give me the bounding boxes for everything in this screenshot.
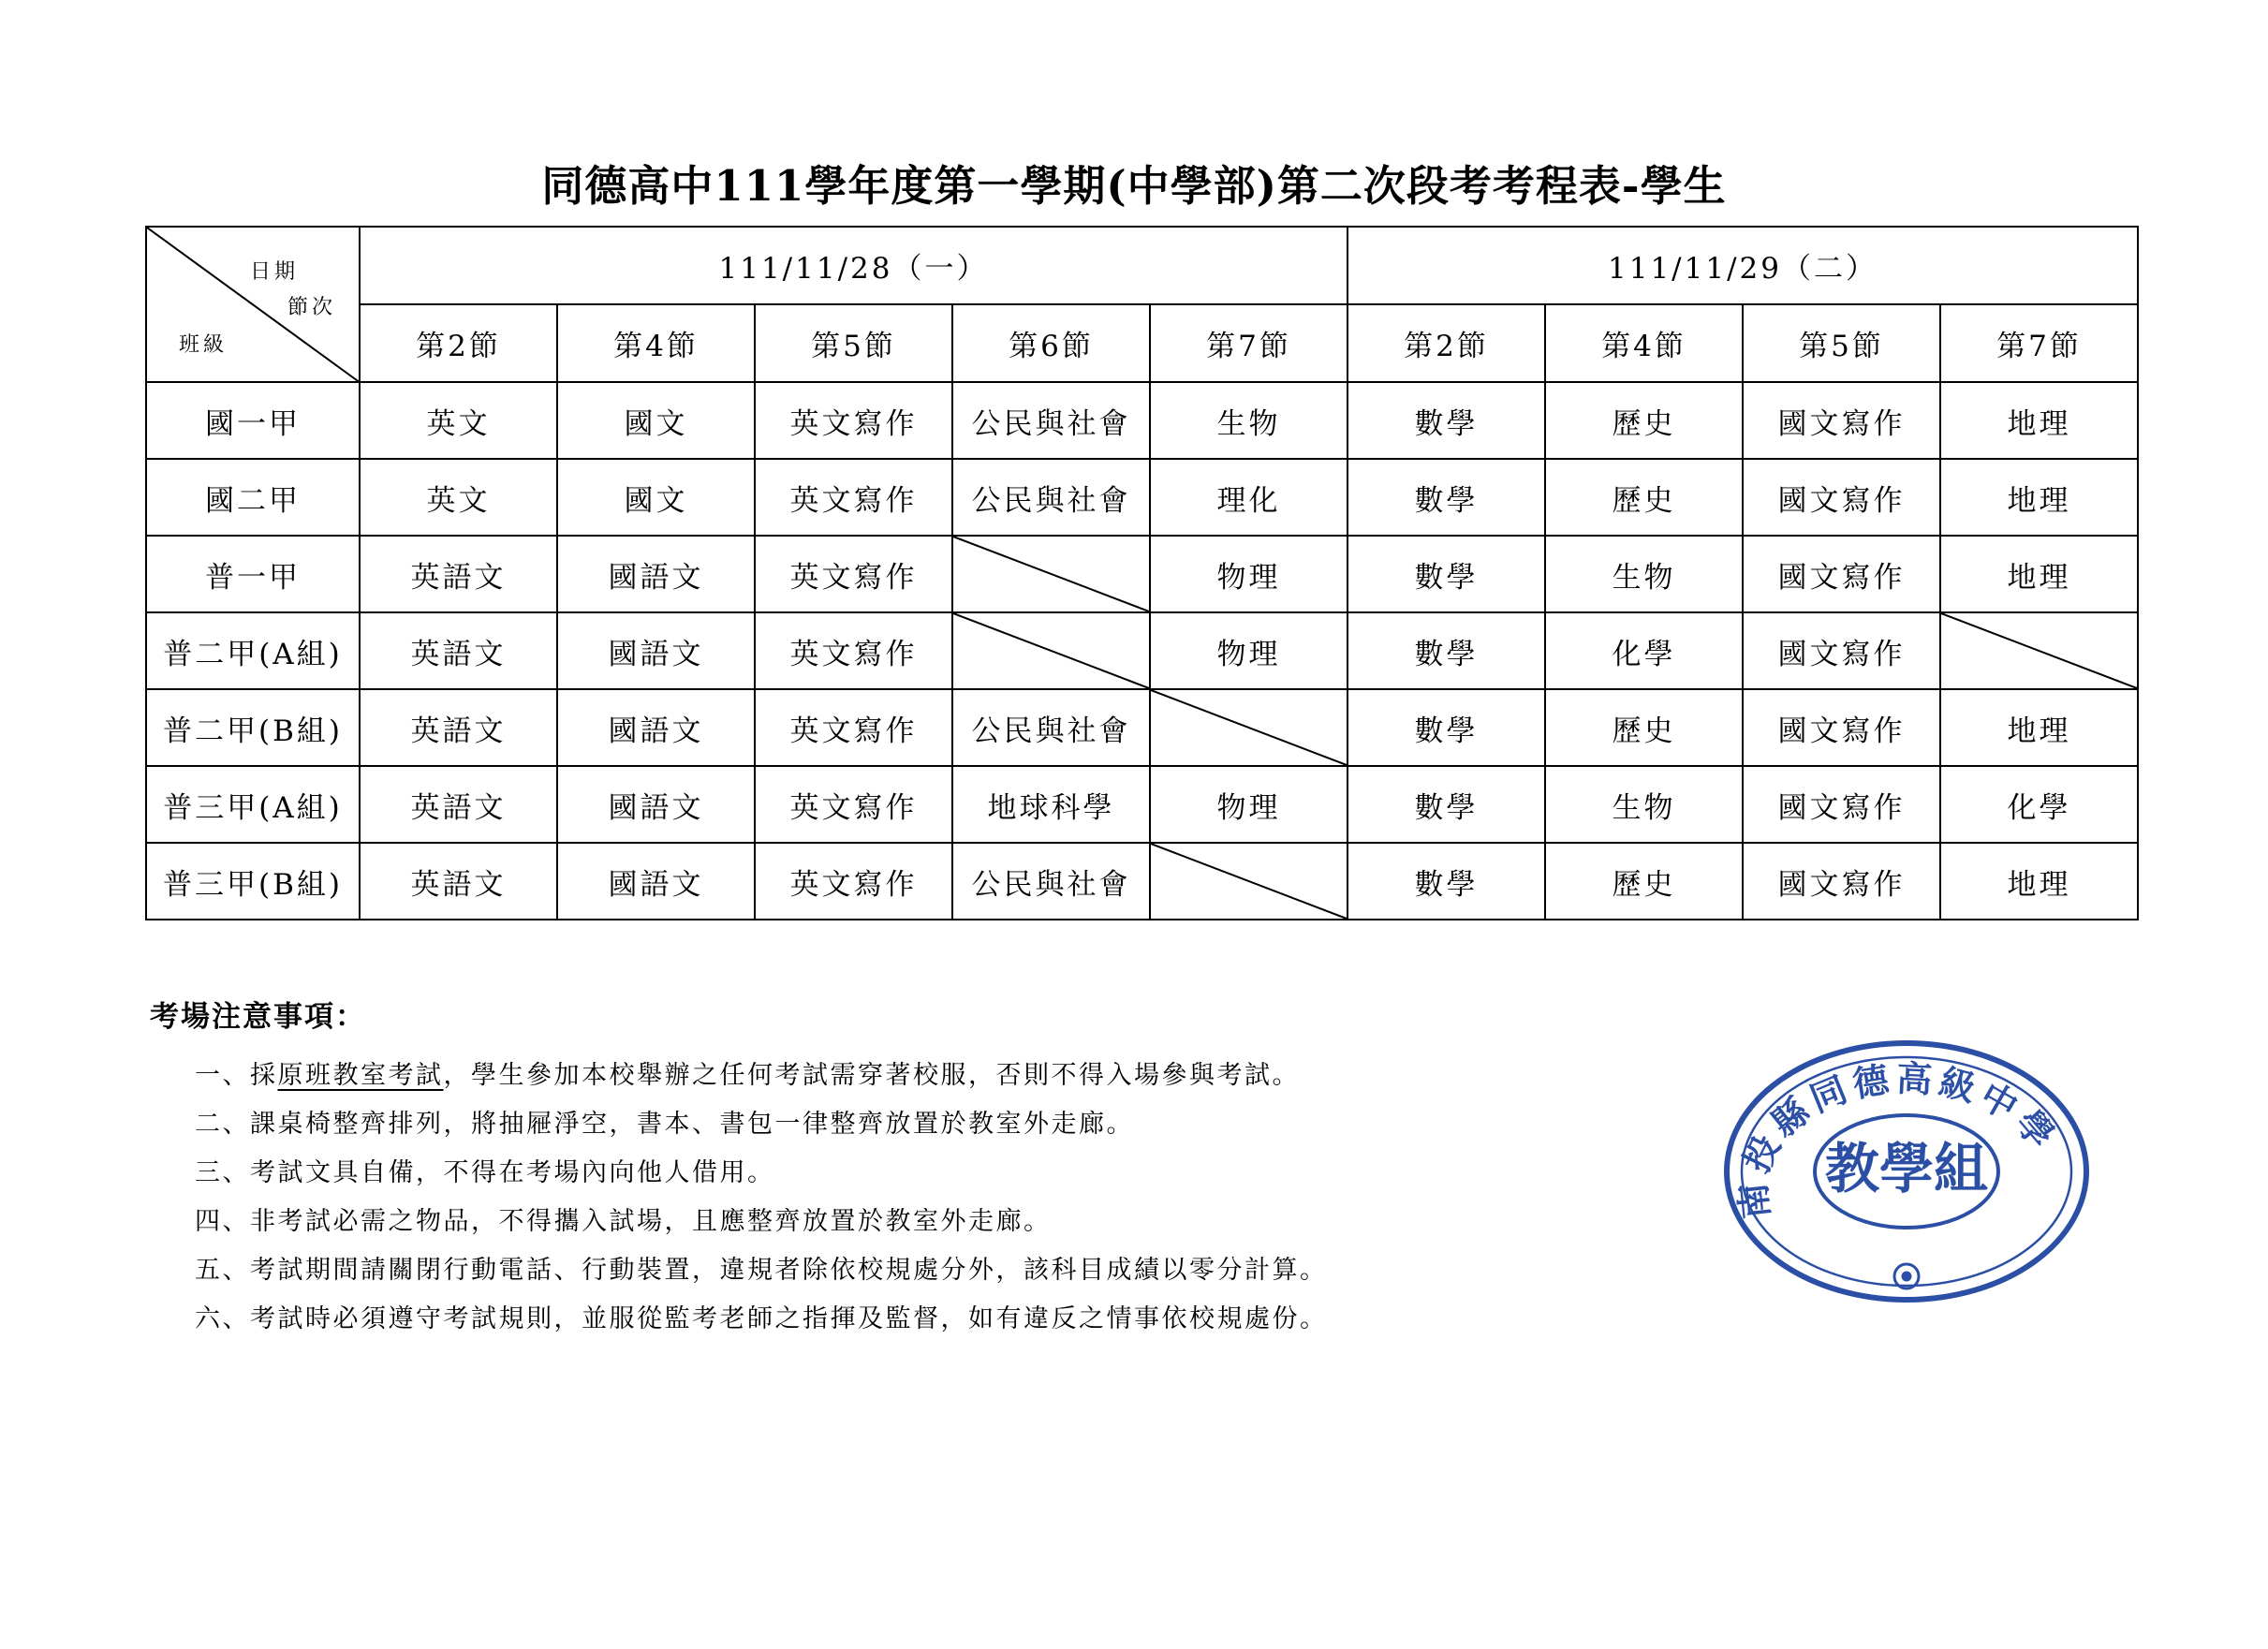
period-header: 第5節	[1743, 304, 1940, 382]
class-name-cell: 國二甲	[146, 459, 360, 536]
date-header: 111/11/28（一）	[360, 227, 1348, 304]
table-corner-header	[146, 227, 360, 382]
period-header: 第5節	[755, 304, 952, 382]
subject-cell: 生物	[1545, 536, 1743, 612]
subject-cell: 國文寫作	[1743, 843, 1940, 920]
table-row	[146, 766, 2138, 843]
subject-cell: 地理	[1940, 536, 2138, 612]
subject-cell: 英文寫作	[755, 612, 952, 689]
subject-cell: 地理	[1940, 459, 2138, 536]
subject-cell: 歷史	[1545, 382, 1743, 459]
subject-cell: 物理	[1150, 536, 1348, 612]
notes-heading: 考場注意事項：	[150, 1000, 366, 1034]
subject-cell: 數學	[1348, 536, 1545, 612]
subject-cell: 英文寫作	[755, 689, 952, 766]
subject-cell: 英文寫作	[755, 459, 952, 536]
subject-cell: 公民與社會	[952, 459, 1150, 536]
subject-cell: 公民與社會	[952, 843, 1150, 920]
subject-cell: 歷史	[1545, 459, 1743, 536]
subject-cell: 國文寫作	[1743, 382, 1940, 459]
subject-cell: 地理	[1940, 843, 2138, 920]
class-name-cell: 普三甲(A組)	[146, 766, 360, 843]
page-title: 同德高中111學年度第一學期(中學部)第二次段考考程表-學生	[541, 161, 1727, 211]
corner-date-label: 日期	[250, 260, 300, 284]
diagonal-slash	[953, 537, 1149, 611]
period-header: 第2節	[360, 304, 557, 382]
note-item: 三、考試文具自備，不得在考場內向他人借用。	[195, 1158, 775, 1187]
diagonal-slash	[1941, 613, 2137, 688]
date-header: 111/11/29（二）	[1348, 227, 2138, 304]
period-header: 第2節	[1348, 304, 1545, 382]
subject-cell: 國文寫作	[1743, 536, 1940, 612]
no-exam-cell	[952, 536, 1150, 612]
subject-cell: 英語文	[360, 766, 557, 843]
subject-cell: 理化	[1150, 459, 1348, 536]
subject-cell: 物理	[1150, 766, 1348, 843]
class-name-cell: 國一甲	[146, 382, 360, 459]
subject-cell: 地理	[1940, 689, 2138, 766]
table-row	[146, 843, 2138, 920]
subject-cell: 數學	[1348, 843, 1545, 920]
note-item: 四、非考試必需之物品，不得攜入試場，且應整齊放置於教室外走廊。	[195, 1207, 1052, 1236]
subject-cell: 英語文	[360, 536, 557, 612]
subject-cell: 國語文	[557, 766, 755, 843]
corner-period-label: 節次	[287, 296, 337, 319]
subject-cell: 國文	[557, 382, 755, 459]
exam-notes	[150, 993, 1328, 1344]
stamp-center-text: 教學組	[1824, 1137, 1989, 1200]
no-exam-cell	[1150, 843, 1348, 920]
period-header: 第4節	[557, 304, 755, 382]
no-exam-cell	[952, 612, 1150, 689]
subject-cell: 數學	[1348, 766, 1545, 843]
subject-cell: 化學	[1545, 612, 1743, 689]
subject-cell: 英文寫作	[755, 766, 952, 843]
exam-schedule-table	[145, 226, 2139, 920]
note-item-prefix: 一、採	[195, 1061, 278, 1090]
subject-cell: 生物	[1545, 766, 1743, 843]
note-item	[150, 1052, 1328, 1100]
corner-class-label: 班級	[179, 333, 228, 357]
period-header: 第4節	[1545, 304, 1743, 382]
diagonal-slash	[1151, 844, 1347, 919]
subject-cell: 公民與社會	[952, 689, 1150, 766]
subject-cell: 國文寫作	[1743, 766, 1940, 843]
subject-cell: 英語文	[360, 612, 557, 689]
subject-cell: 國文寫作	[1743, 459, 1940, 536]
subject-cell: 英語文	[360, 843, 557, 920]
subject-cell: 數學	[1348, 382, 1545, 459]
table-row	[146, 382, 2138, 459]
table-row	[146, 536, 2138, 612]
diagonal-slash	[953, 613, 1149, 688]
subject-cell: 物理	[1150, 612, 1348, 689]
no-exam-cell	[1150, 689, 1348, 766]
note-item: 二、課桌椅整齊排列，將抽屜淨空，書本、書包一律整齊放置於教室外走廊。	[195, 1110, 1134, 1139]
subject-cell: 數學	[1348, 612, 1545, 689]
table-row	[146, 689, 2138, 766]
subject-cell: 國語文	[557, 536, 755, 612]
class-name-cell: 普二甲(B組)	[146, 689, 360, 766]
school-seal-stamp	[1721, 1038, 2092, 1305]
subject-cell: 國語文	[557, 689, 755, 766]
note-item: 六、考試時必須遵守考試規則，並服從監考老師之指揮及監督，如有違反之情事依校規處份。	[195, 1304, 1328, 1333]
subject-cell: 國文寫作	[1743, 689, 1940, 766]
no-exam-cell	[1940, 612, 2138, 689]
stamp-ring-text: 南投縣同德高級中學	[1730, 1056, 2067, 1221]
subject-cell: 國文	[557, 459, 755, 536]
subject-cell: 數學	[1348, 689, 1545, 766]
subject-cell: 英文寫作	[755, 843, 952, 920]
subject-cell: 公民與社會	[952, 382, 1150, 459]
subject-cell: 國語文	[557, 843, 755, 920]
period-header: 第7節	[1940, 304, 2138, 382]
class-name-cell: 普二甲(A組)	[146, 612, 360, 689]
notes-list	[150, 1052, 1328, 1344]
subject-cell: 國語文	[557, 612, 755, 689]
schedule-body	[146, 382, 2138, 920]
subject-cell: 數學	[1348, 459, 1545, 536]
subject-cell: 生物	[1150, 382, 1348, 459]
subject-cell: 英語文	[360, 689, 557, 766]
table-row	[146, 612, 2138, 689]
stamp-graphic	[1727, 1043, 2086, 1300]
class-name-cell: 普一甲	[146, 536, 360, 612]
subject-cell: 化學	[1940, 766, 2138, 843]
subject-cell: 英文	[360, 459, 557, 536]
table-row	[146, 459, 2138, 536]
subject-cell: 地球科學	[952, 766, 1150, 843]
subject-cell: 地理	[1940, 382, 2138, 459]
period-header: 第6節	[952, 304, 1150, 382]
period-header: 第7節	[1150, 304, 1348, 382]
note-item-suffix: ，學生參加本校舉辦之任何考試需穿著校服，否則不得入場參與考試。	[443, 1061, 1300, 1090]
diagonal-slash	[1151, 690, 1347, 765]
subject-cell: 歷史	[1545, 689, 1743, 766]
subject-cell: 英文	[360, 382, 557, 459]
subject-cell: 國文寫作	[1743, 612, 1940, 689]
subject-cell: 歷史	[1545, 843, 1743, 920]
note-item: 五、考試期間請關閉行動電話、行動裝置，違規者除依校規處分外，該科目成績以零分計算。	[195, 1256, 1328, 1285]
subject-cell: 英文寫作	[755, 382, 952, 459]
class-name-cell: 普三甲(B組)	[146, 843, 360, 920]
note-underlined-text: 原班教室考試	[277, 1061, 444, 1090]
subject-cell: 英文寫作	[755, 536, 952, 612]
